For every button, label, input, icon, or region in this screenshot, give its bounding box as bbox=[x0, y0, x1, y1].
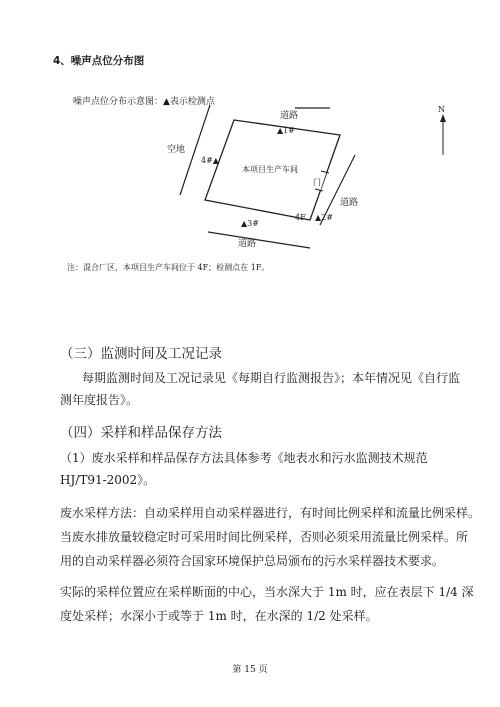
p3-line-1: 实际的采样位置应在采样断面的中心，当水深大于 1m 时，应在表层下 1/4 深 bbox=[60, 585, 474, 599]
p2-line-3: 用的自动采样器必须符合国家环境保护总局颁布的污水采样器技术要求。 bbox=[60, 554, 445, 568]
point-1-marker: ▲1# bbox=[277, 126, 295, 135]
section-3-body-line-2: 测年度报告》。 bbox=[60, 393, 139, 407]
label-road-top: 道路 bbox=[280, 111, 299, 121]
label-road-right: 道路 bbox=[340, 198, 359, 208]
label-building: 本项目生产车间 bbox=[242, 165, 298, 174]
label-vacant-lot: 空地 bbox=[167, 145, 186, 155]
road-line-bottom bbox=[208, 232, 310, 248]
noise-point-diagram bbox=[150, 100, 470, 260]
point-4-marker: 4#▲ bbox=[201, 156, 219, 165]
p2-line-2: 当废水排放量较稳定时可采用时间比例采样，否则必须采用流量比例采样。所 bbox=[60, 530, 469, 544]
point-2-marker: ▲2# bbox=[315, 213, 333, 222]
diagram-note: 注：混合厂区，本项目生产车间位于 4F；检测点在 1F。 bbox=[67, 263, 270, 272]
section-3-body-line-1: 每期监测时间及工况记录见《每期自行监测报告》；本年情况见《自行监 bbox=[82, 371, 461, 385]
p3-line-2: 度处采样；水深小于或等于 1m 时，在水深的 1/2 处采样。 bbox=[60, 609, 378, 623]
section-heading-noise-map: 4、噪声点位分布图 bbox=[53, 55, 145, 67]
point-3-marker: ▲3# bbox=[241, 219, 259, 228]
label-north: N bbox=[438, 105, 445, 114]
section-3-heading: （三）监测时间及工况记录 bbox=[60, 346, 222, 362]
section-4-heading: （四）采样和样品保存方法 bbox=[60, 425, 222, 441]
p1-line-1: （1）废水采样和样品保存方法具体参考《地表水和污水监测技术规范 bbox=[60, 451, 428, 465]
label-road-bottom: 道路 bbox=[238, 239, 257, 249]
diagram-legend: 噪声点位分布示意图：▲表示检测点 bbox=[73, 97, 215, 107]
p2-line-1: 废水采样方法：自动采样用自动采样器进行，有时间比例采样和流量比例采样。 bbox=[60, 506, 481, 520]
p1-line-2: HJ/T91-2002》。 bbox=[60, 473, 156, 487]
label-floor: 4F bbox=[295, 213, 306, 222]
page-number: 第 15 页 bbox=[232, 665, 268, 675]
label-gate: 门 bbox=[313, 178, 321, 187]
